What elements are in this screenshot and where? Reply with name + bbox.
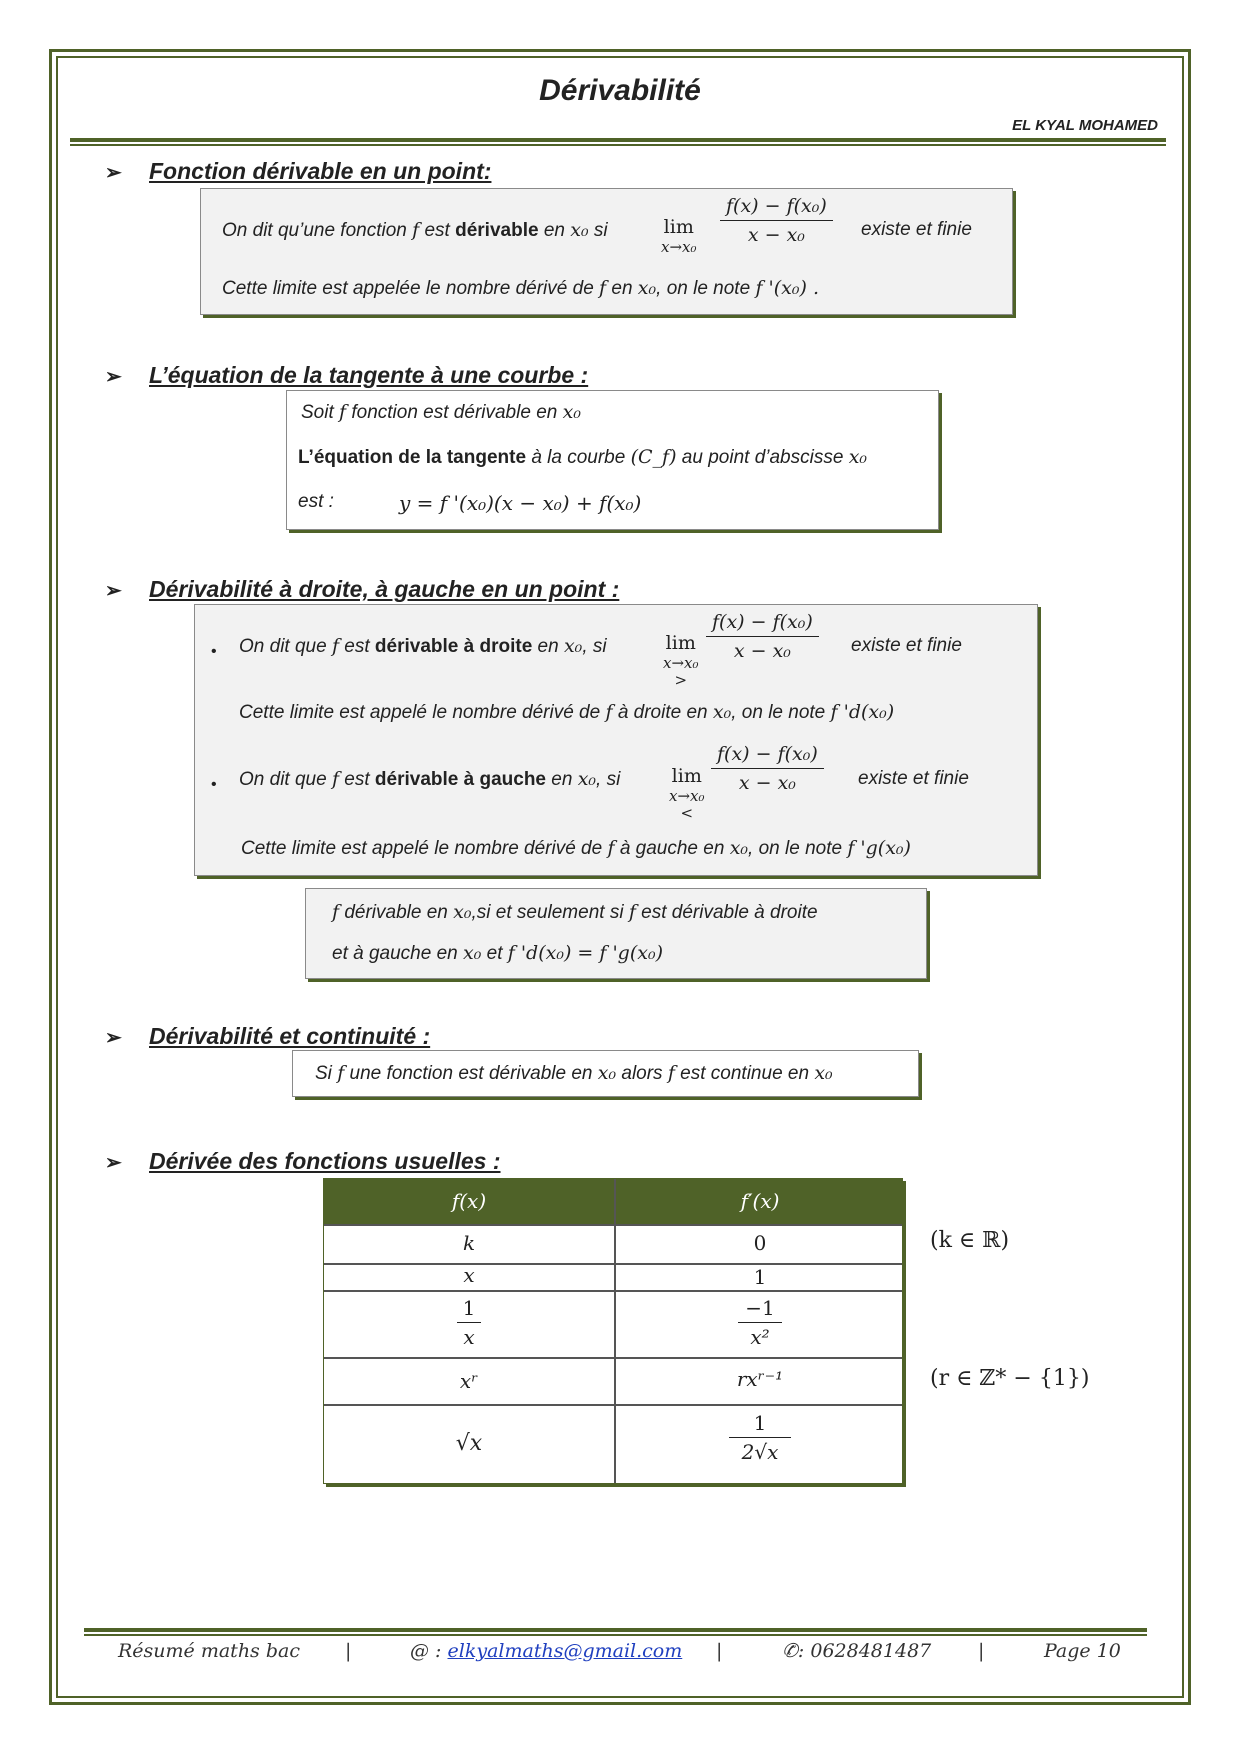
header-rule xyxy=(70,138,1166,142)
table-cell-f-power: xʳ xyxy=(459,1369,479,1393)
derivable-iff-box: f dérivable en x₀,si et seulement si f est dérivable à droite et à gauche en x₀ et f 'd(x₀) = f 'g(x₀) xyxy=(305,888,927,979)
table-cell-fp-inverse: $\frac{-1}{\text{x²}}$ xyxy=(738,1296,782,1349)
section-heading-5: ➢ Dérivée des fonctions usuelles : xyxy=(105,1148,501,1174)
left-difference-quotient: $\frac{\text{f(x) − f(x₀)}}{\text{x − x₀}}$ xyxy=(711,743,824,794)
continuity-box: Si f une fonction est dérivable en x₀ alors f est continue en x₀ xyxy=(292,1050,919,1097)
tangent-formula: y = f '(x₀)(x − x₀) + f(x₀) xyxy=(399,491,642,515)
page-title: Dérivabilité xyxy=(539,74,701,107)
limit-operator: lim x→x₀ xyxy=(661,216,697,256)
difference-quotient: $\frac{\text{f(x) − f(x₀)}}{\text{x − x₀}}$ xyxy=(720,195,833,246)
footer-separator: | xyxy=(345,1640,352,1662)
table-cell-fp-power: rxʳ⁻¹ xyxy=(736,1367,784,1391)
arrow-bullet-icon: ➢ xyxy=(105,162,122,184)
right-difference-quotient: $\frac{\text{f(x) − f(x₀)}}{\text{x − x₀}}$ xyxy=(706,611,819,662)
arrow-bullet-icon: ➢ xyxy=(105,1152,122,1174)
section-heading-1: ➢ Fonction dérivable en un point: xyxy=(105,158,492,184)
left-limit-operator: lim x→x₀ < xyxy=(669,765,705,823)
constant-domain-note: (k ∈ ℝ) xyxy=(930,1228,1010,1253)
page-number: Page 10 xyxy=(1044,1640,1121,1662)
footer-separator: | xyxy=(978,1640,985,1662)
right-limit-operator: lim x→x₀ > xyxy=(663,632,699,690)
tangent-equation-box: Soit f fonction est dérivable en x₀ L’équation de la tangente à la courbe (C_f) au point d’abscisse x₀ est : y = f '(x₀)(x − x₀) + f(x₀) xyxy=(286,390,939,530)
derivatives-table xyxy=(323,1178,903,1484)
table-cell-fp-identity: 1 xyxy=(753,1265,767,1289)
section-heading-2: ➢ L’équation de la tangente à une courbe : xyxy=(105,362,589,388)
section-heading-4: ➢ Dérivabilité et continuité : xyxy=(105,1023,431,1049)
footer-rule-thin xyxy=(84,1634,1147,1636)
footer-separator: | xyxy=(716,1640,723,1662)
footer-title: Résumé maths bac xyxy=(118,1640,300,1662)
table-cell-fp-constant: 0 xyxy=(753,1231,767,1255)
footer-email: @ : elkyalmaths@gmail.com xyxy=(410,1640,683,1662)
arrow-bullet-icon: ➢ xyxy=(105,1027,122,1049)
email-link[interactable]: elkyalmaths@gmail.com xyxy=(447,1640,683,1662)
footer-rule xyxy=(84,1628,1147,1632)
author-name: EL KYAL MOHAMED xyxy=(1012,117,1158,134)
table-cell-fp-sqrt: $\frac{1}{2√x}$ xyxy=(729,1411,791,1464)
power-domain-note: (r ∈ ℤ* − {1}) xyxy=(930,1366,1090,1391)
header-rule-thin xyxy=(70,144,1166,146)
section-heading-3: ➢ Dérivabilité à droite, à gauche en un point : xyxy=(105,576,620,602)
table-header-fprime: f′(x) xyxy=(740,1189,780,1213)
table-cell-f-sqrt: √x xyxy=(455,1431,483,1456)
footer-phone: ✆: 0628481487 xyxy=(782,1640,932,1662)
table-cell-f-constant: k xyxy=(462,1231,476,1255)
arrow-bullet-icon: ➢ xyxy=(105,366,122,388)
bullet-dot-icon: • xyxy=(211,776,217,793)
table-cell-f-identity: x xyxy=(463,1263,475,1287)
bullet-dot-icon: • xyxy=(211,643,217,660)
one-sided-derivative-box: • On dit que f est dérivable à droite en x₀, si lim x→x₀ > $\frac{\text{f(x) − f(x₀)}}{\text{x − x₀}}$ existe et finie Cette limite est appelé le nombre dérivé de f à droite en x₀, on le note f 'd(x₀) • On dit que f est dérivable à gauche en x₀, si lim x→x₀ < $\frac{\text{f(x) − f(x₀)}}{\text{x − x₀}}$ existe et finie Cette limite est appelé le nombre dérivé de f à gauche en x₀, on le note f 'g(x₀) xyxy=(194,604,1038,876)
definition-box-derivable: On dit qu’une fonction f est dérivable en x₀ si lim x→x₀ $\frac{\text{f(x) − f(x₀)}}{\text{x − x₀}}$ existe et finie Cette limite est appelée le nombre dérivé de f en x₀, on le note f '(x₀) . xyxy=(200,188,1013,315)
arrow-bullet-icon: ➢ xyxy=(105,580,122,602)
table-cell-f-inverse: $\frac{1}{x}$ xyxy=(457,1296,481,1349)
table-header-f: f(x) xyxy=(451,1189,487,1213)
